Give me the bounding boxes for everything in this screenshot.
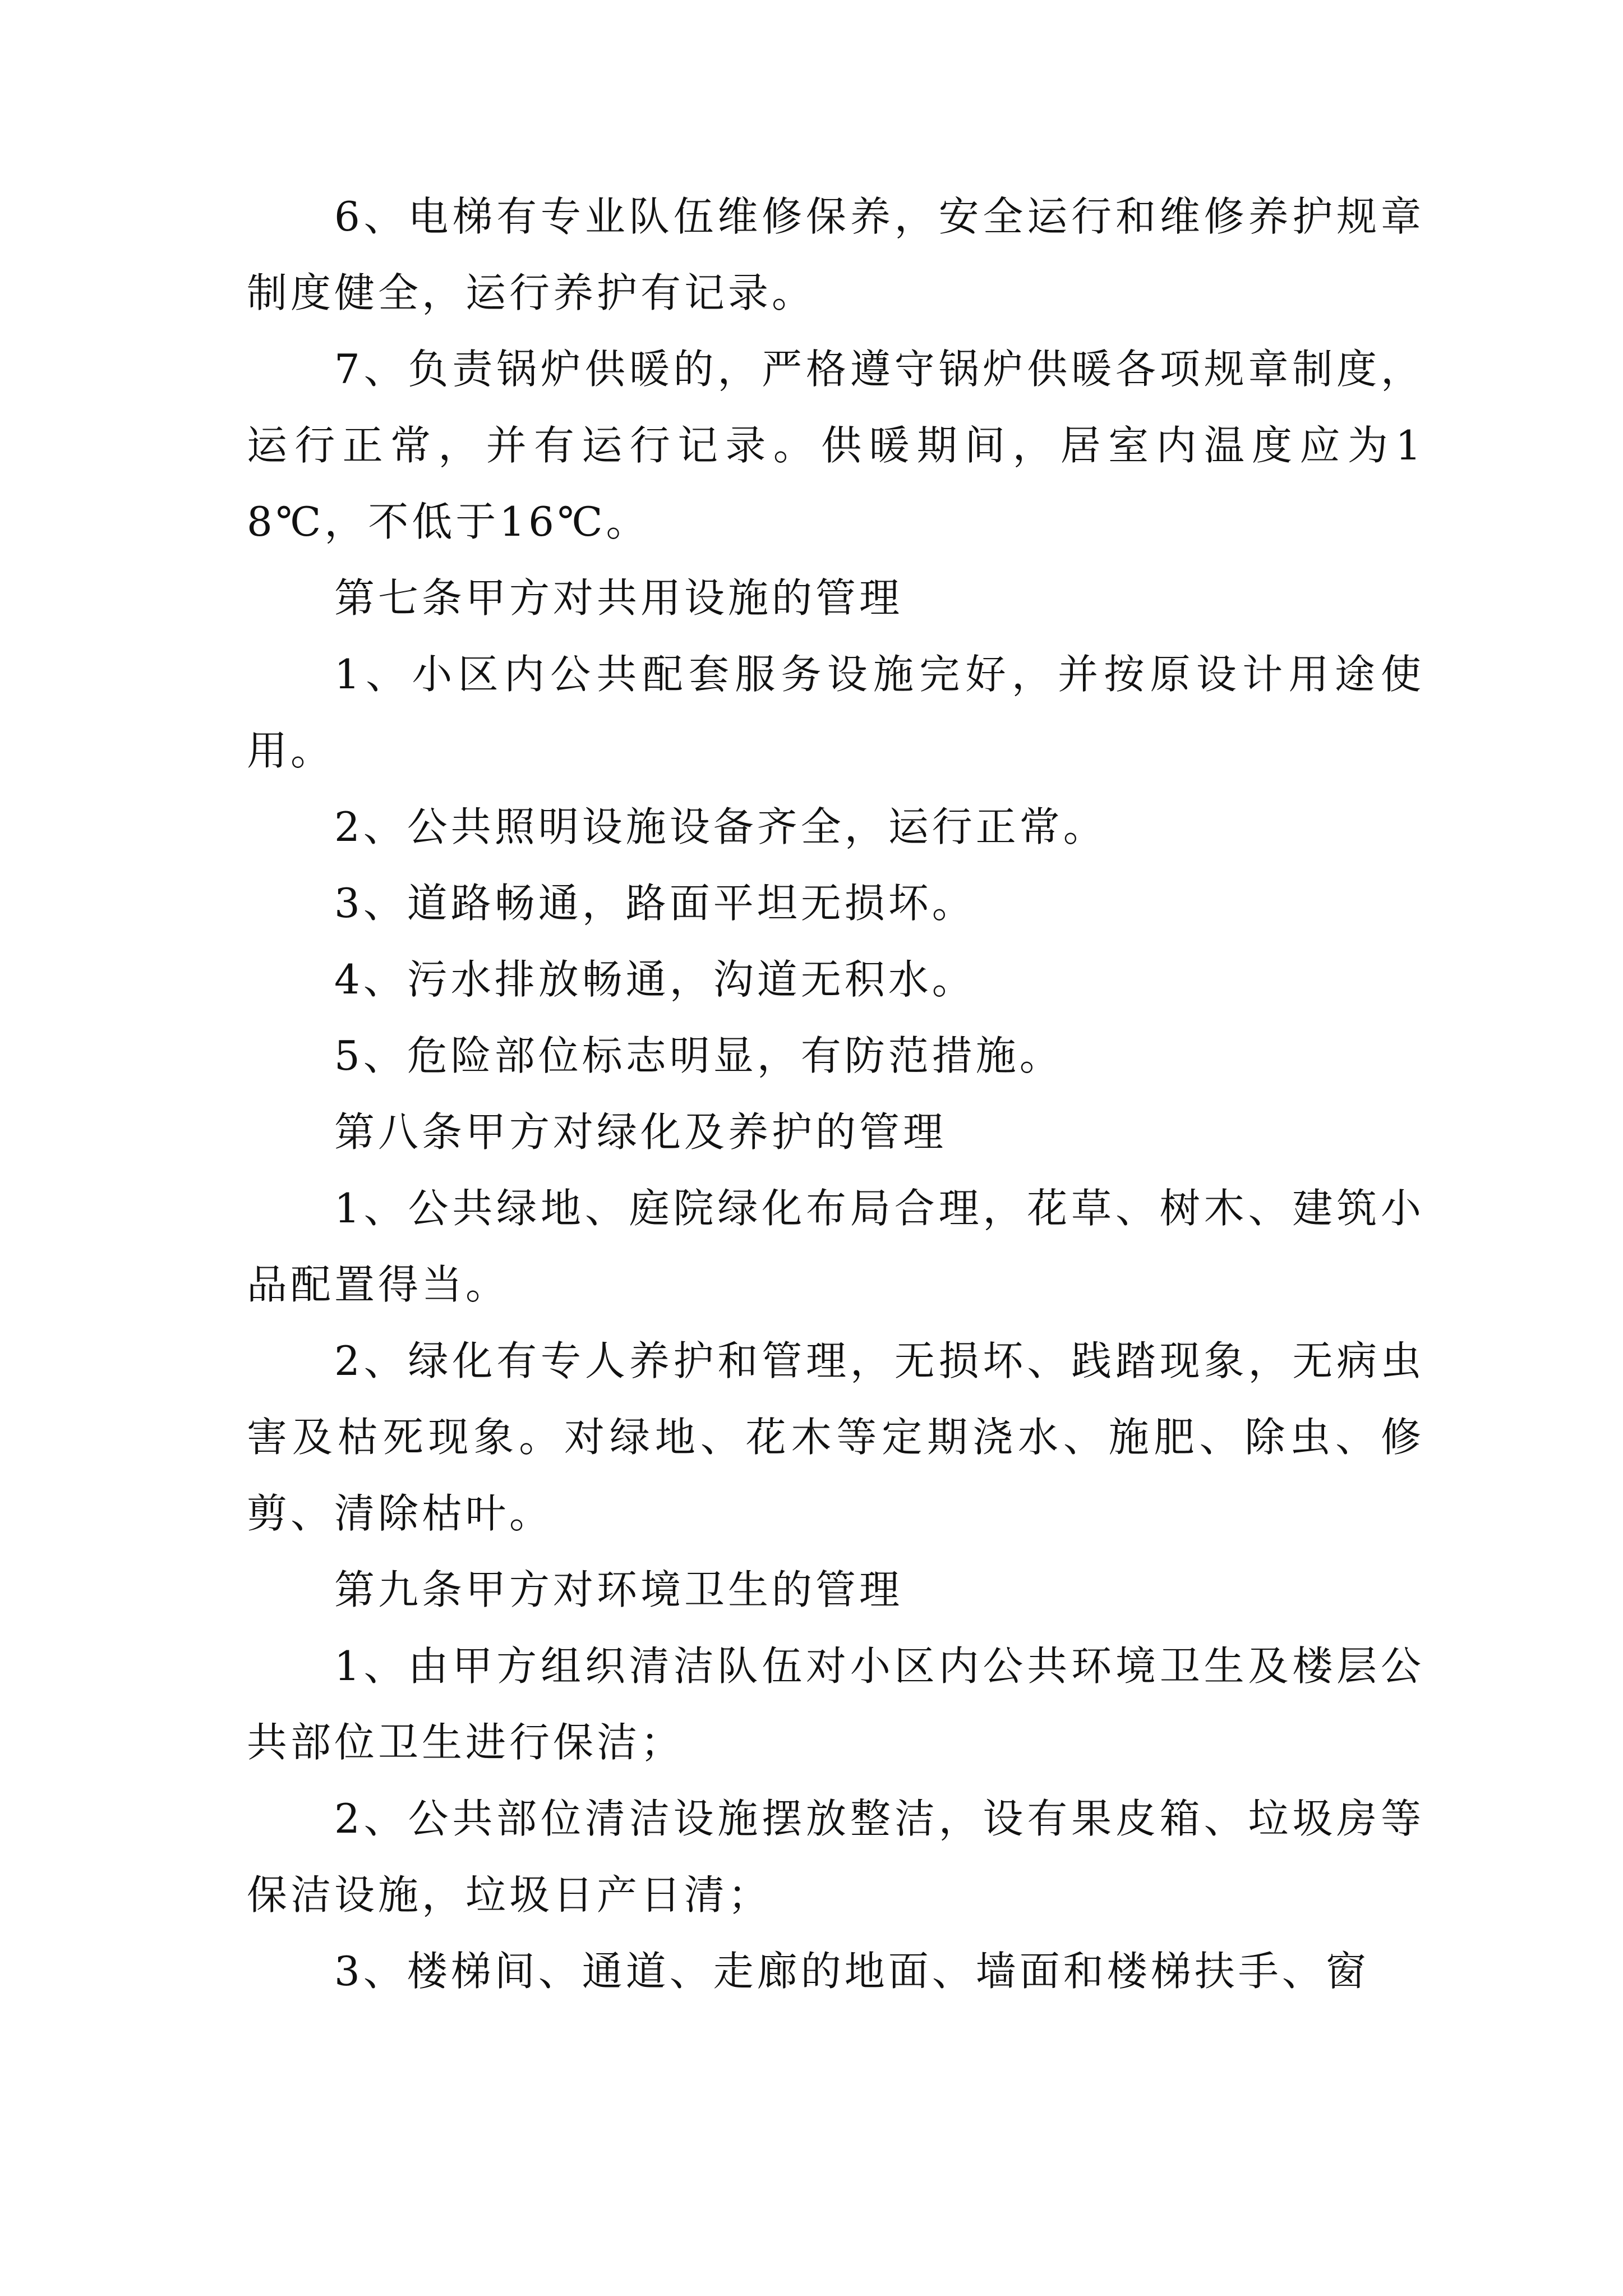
paragraph-sanitation-2: 2、公共部位清洁设施摆放整洁，设有果皮箱、垃圾房等保洁设施，垃圾日产日清； [247, 1795, 1424, 1918]
section-heading-article-7: 第七条甲方对共用设施的管理 [334, 574, 903, 622]
paragraph-greening-1: 1、公共绿地、庭院绿化布局合理，花草、树木、建筑小品配置得当。 [247, 1185, 1424, 1308]
section-heading-article-9: 第九条甲方对环境卫生的管理 [334, 1566, 903, 1613]
paragraph-item-6-elevator: 6、电梯有专业队伍维修保养，安全运行和维修养护规章制度健全，运行养护有记录。 [247, 193, 1424, 316]
document-body [247, 178, 1424, 2009]
paragraph-facilities-5: 5、危险部位标志明显，有防范措施。 [334, 1032, 1063, 1079]
paragraph-facilities-2: 2、公共照明设施设备齐全，运行正常。 [334, 803, 1107, 850]
paragraph-sanitation-1: 1、由甲方组织清洁队伍对小区内公共环境卫生及楼层公共部位卫生进行保洁； [247, 1642, 1424, 1766]
section-heading-article-8: 第八条甲方对绿化及养护的管理 [334, 1108, 947, 1156]
paragraph-facilities-3: 3、道路畅通，路面平坦无损坏。 [334, 880, 976, 927]
paragraph-sanitation-3: 3、楼梯间、通道、走廊的地面、墙面和楼梯扶手、窗 [334, 1948, 1370, 1995]
paragraph-item-7-boiler: 7、负责锅炉供暖的，严格遵守锅炉供暖各项规章制度，运行正常，并有运行记录。供暖期间，居室内温度应为18℃，不低于16℃。 [247, 346, 1424, 545]
paragraph-greening-2: 2、绿化有专人养护和管理，无损坏、践踏现象，无病虫害及枯死现象。对绿地、花木等定期浇水、施肥、除虫、修剪、清除枯叶。 [247, 1337, 1424, 1537]
paragraph-facilities-4: 4、污水排放畅通，沟道无积水。 [334, 956, 976, 1003]
paragraph-facilities-1: 1、小区内公共配套服务设施完好，并按原设计用途使用。 [247, 651, 1424, 774]
